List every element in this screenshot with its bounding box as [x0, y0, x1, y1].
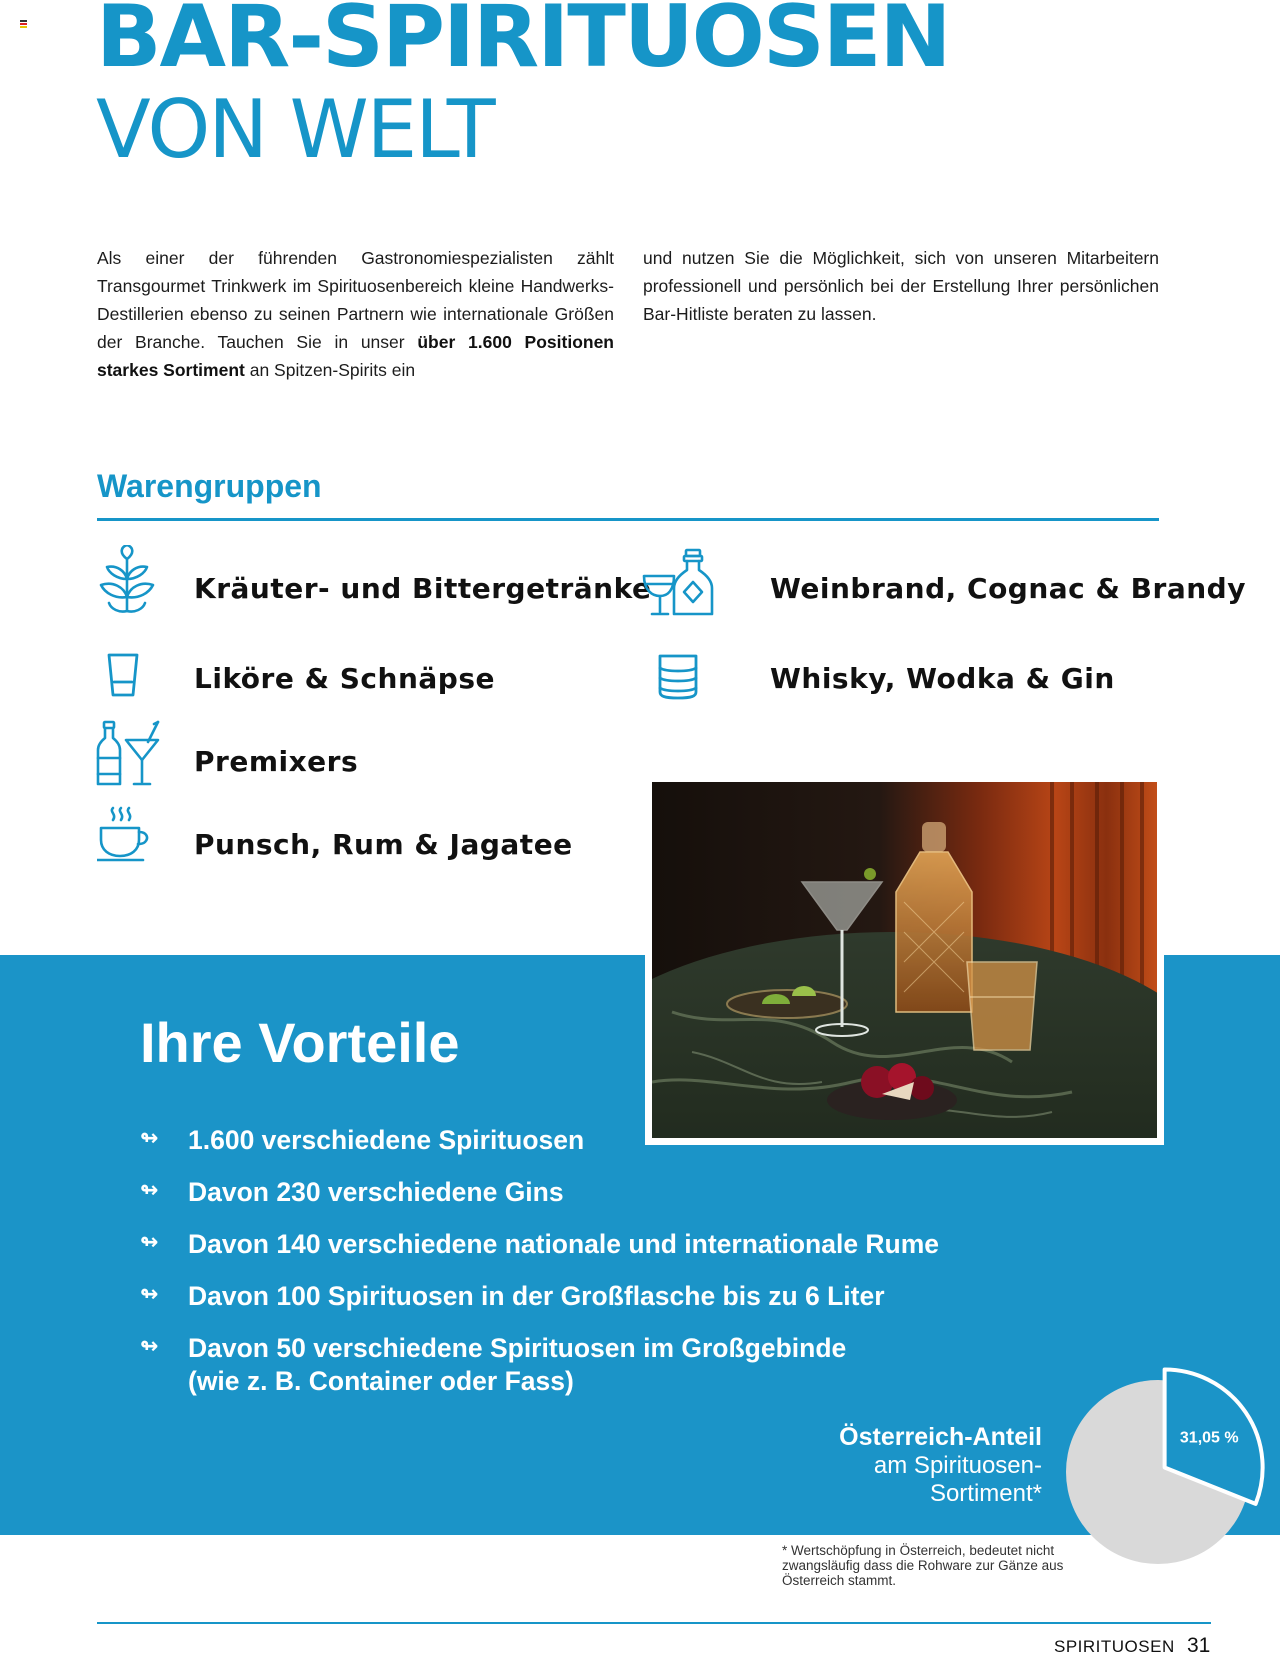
section-divider — [97, 518, 1159, 521]
benefit-text: (wie z. B. Container oder Fass) — [188, 1366, 574, 1396]
arrow-icon: ↬ — [140, 1230, 159, 1255]
benefit-text: Davon 100 Spirituosen in der Großflasche bis zu 6 Liter — [188, 1281, 885, 1311]
benefit-text: Davon 50 verschiedene Spirituosen im Großgebinde — [188, 1333, 847, 1363]
benefit-list — [140, 1124, 939, 1417]
warengruppe-label: Whisky, Wodka & Gin — [770, 662, 1115, 695]
austria-label-line2: am Spirituosen- — [873, 1452, 1042, 1479]
list-item — [140, 1176, 939, 1209]
benefit-text: Davon 140 verschiedene nationale und internationale Rume — [188, 1229, 940, 1259]
vorteile-title: Ihre Vorteile — [140, 1011, 460, 1074]
intro-text-right: und nutzen Sie die Möglichkeit, sich von unseren Mitarbeitern professionell und persönlich bei der Erstellung Ihrer persönlichen Bar-Hitliste beraten zu lassen. — [643, 248, 1159, 324]
list-item — [140, 1124, 939, 1157]
bottle-cocktail-icon — [96, 720, 160, 786]
page-title-line2: VON WELT — [96, 83, 494, 176]
benefit-text: 1.600 verschiedene Spirituosen — [188, 1125, 585, 1155]
intro-text-left: Als einer der führenden Gastronomiespezialisten zählt Transgourmet Trinkwerk im Spirituosenbereich kleine Handwerks-Destillerien ebenso zu seinen Partnern wie internationale Größen der Branche. Tauchen Sie in unser über 1.600 Positionen starkes Sortiment an Spitzen-Spirits ein — [97, 248, 614, 380]
warengruppe-label: Liköre & Schnäpse — [194, 662, 495, 695]
herb-leaves-icon — [97, 545, 157, 615]
austria-label-line1: Österreich-Anteil — [839, 1423, 1042, 1451]
pie-value-label: 31,05 % — [1179, 1429, 1239, 1447]
warengruppe-label: Punsch, Rum & Jagatee — [194, 828, 573, 861]
footer-divider — [97, 1622, 1211, 1624]
bar-photo — [652, 782, 1157, 1138]
benefit-text: Davon 230 verschiedene Gins — [188, 1177, 564, 1207]
warengruppe-label: Weinbrand, Cognac & Brandy — [770, 572, 1246, 605]
austria-share-label — [839, 1422, 1042, 1508]
page-number: 31 — [1187, 1634, 1211, 1657]
flag-icon — [20, 20, 27, 28]
arrow-icon: ↬ — [140, 1282, 159, 1307]
page-title-line1: BAR-SPIRITUOSEN — [96, 0, 950, 87]
list-item — [140, 1280, 939, 1313]
footer-section-name: SPIRITUOSEN — [1054, 1637, 1175, 1656]
austria-share-pie-chart — [1058, 1372, 1258, 1572]
footnote: * Wertschöpfung in Österreich, bedeutet nicht zwangsläufig dass die Rohware zur Gänze aus Österreich stammt. — [782, 1543, 1064, 1588]
arrow-icon: ↬ — [140, 1178, 159, 1203]
tumbler-glass-icon — [656, 652, 700, 700]
arrow-icon: ↬ — [140, 1334, 159, 1359]
brandy-glass-bottle-icon — [640, 548, 716, 618]
warengruppe-label: Premixers — [194, 745, 359, 778]
austria-label-line3: Sortiment* — [929, 1480, 1042, 1507]
warengruppen-heading: Warengruppen — [97, 468, 322, 504]
hot-cup-icon — [97, 806, 151, 862]
list-item — [140, 1228, 939, 1261]
list-item — [140, 1332, 939, 1398]
arrow-icon: ↬ — [140, 1126, 159, 1151]
shot-glass-icon — [106, 652, 140, 698]
warengruppe-label: Kräuter- und Bittergetränke — [194, 572, 652, 605]
